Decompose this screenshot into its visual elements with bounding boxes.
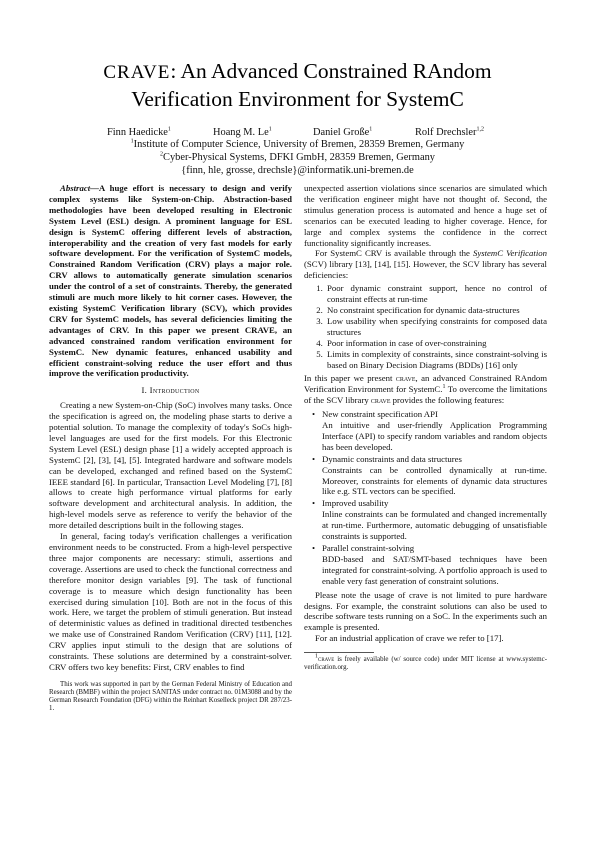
- author-affiliation-mark: 1: [268, 126, 272, 133]
- affiliation-text: Institute of Computer Science, University of Bremen, 28359 Bremen, Germany: [133, 139, 465, 150]
- title-brand: CRAVE: [103, 62, 171, 83]
- crave-name: crave: [395, 373, 416, 384]
- right-column: [304, 183, 547, 673]
- deficiency-item: 3. Low usability when specifying constraints for composed data structures: [325, 316, 547, 338]
- feature-title: Improved usability: [322, 498, 389, 509]
- feature-list: [304, 409, 547, 587]
- right-paragraph-3: [304, 373, 547, 406]
- affiliation-mark: 1: [130, 138, 134, 145]
- deficiency-list: [304, 283, 547, 370]
- abstract-text: —A huge effort is necessary to design and verify complex systems like System-on-Chip. Abstraction-based methodologies have been developed resulting in Electronic System Level (ESL) design. A prominent language for ESL design is SystemC offering different levels of abstraction, interoperability and the creation of very fast models for early software development. For the verification of SystemC models, Constrained Random Verification (CRV) plays a major role. CRV allows to automatically generate simulation scenarios under the control of a set of constraints. Thereby, the generated stimuli are much more likely to hit corner cases. However, the existing SystemC Verification library (SCV), which provides CRV for SystemC models, has several deficiencies limiting the advantages of CRV. In this paper we present CRAVE, an advanced constrained random verification environment for SystemC. New dynamic features, enhanced usability and efficient constraint-solving reduce the user effort and thus improve the verification productivity.: [49, 183, 292, 379]
- text-run: provides the following features:: [390, 395, 505, 406]
- deficiency-item: 5. Limits in complexity of constraints, since constraint-solving is based on Binary Decision Diagrams (BDDs) [16] only: [325, 349, 547, 371]
- feature-body: Constraints can be controlled dynamically at run-time. Moreover, constraints for elements of dynamic data structures like e.g. STL vectors can be specified.: [322, 464, 547, 497]
- author-affiliation-mark: 1,2: [476, 126, 484, 133]
- availability-footnote: [304, 653, 547, 672]
- author-name: Finn Haedicke: [107, 127, 168, 138]
- deficiency-item: 1. Poor dynamic constraint support, hence no control of constraint effects at run-time: [325, 283, 547, 305]
- author-emails: {finn, hle, grosse, drechsle}@informatik.uni-bremen.de: [181, 165, 414, 176]
- right-paragraph-4: Please note the usage of crave is not limited to pure hardware designs. For example, the constraint solutions can also be used to describe software tests running on a SoC. In the experiments such an example is presented.: [304, 589, 547, 633]
- footnote-mark: 1: [315, 653, 318, 660]
- feature-item: [312, 498, 547, 542]
- funding-footnote: This work was supported in part by the German Federal Ministry of Education and Research (BMBF) within the project SANITAS under contract no. 01M3088 and by the German Research Foundation (DFG) within the Reinhart Koselleck project DR 287/23-1.: [49, 680, 292, 713]
- author-affiliation-mark: 1: [369, 126, 373, 133]
- title-line1-rest: : An Advanced Constrained RAndom: [170, 59, 492, 83]
- bullet-icon: •: [312, 543, 316, 553]
- affiliation-1: [40, 138, 555, 151]
- bullet-icon: •: [312, 453, 316, 464]
- author-name: Rolf Drechsler: [415, 127, 477, 138]
- footnote-text: is freely available (w/ source code) under MIT license at www.systemc-verification.org.: [304, 656, 547, 672]
- author-name: Daniel Große: [313, 127, 370, 138]
- abstract-label: Abstract: [60, 183, 91, 193]
- section-heading: [49, 385, 292, 396]
- feature-item: [312, 543, 547, 587]
- feature-body: BDD-based and SAT/SMT-based techniques have been integrated for constraint-solving. A portfolio approach is used to enable very fast generation of constraint solutions.: [322, 553, 547, 586]
- affiliation-text: Cyber-Physical Systems, DFKI GmbH, 28359 Bremen, Germany: [163, 152, 435, 163]
- text-run: Constrained RAndom Verification Environment for SystemC.: [304, 373, 548, 395]
- section-number: I.: [141, 385, 148, 396]
- feature-body: An intuitive and user-friendly Application Programming Interface (API) to specify random variables and random objects has been developed.: [322, 420, 547, 452]
- author-name: Hoang M. Le: [213, 127, 269, 138]
- right-paragraph-5: For an industrial application of crave we refer to [17].: [315, 633, 504, 644]
- emphasis-text: SystemC Verification: [472, 248, 548, 259]
- feature-title: Parallel constraint-solving: [322, 543, 415, 553]
- feature-title: Dynamic constraints and data structures: [322, 453, 462, 464]
- right-paragraph-1: unexpected assertion violations since scenarios are simulated which the verification engineer might have not thought of. Second, the stimulus generation process is automated and hence a huge set of scenarios can be executed leading to higher coverage. Hence, for large and complex systems the confidence in the correct functionality significantly increases.: [304, 183, 547, 248]
- intro-paragraph-2: In general, facing today's verification challenges a verification environment needs to be constructed. From a high-level perspective three major components are necessary: stimuli, assertions and coverage. Assertions are used to check the functional correctness and therefore monitor design variables [9]. The task of functional coverage is to measure which design functionality has been exercised during simulation [10]. Both are not in the focus of this work. Here, we target the problem of stimuli generation. But instead of deterministic values as defined in traditional directed testbenches we make use of Constrained Random Verification (CRV) [11], [12]. CRV applies input stimuli to the design that are solutions of constraints. These solutions are determined by a constraint-solver. CRV offers two key benefits: First, CRV enables to find: [49, 531, 292, 672]
- author-affiliation-mark: 1: [167, 126, 171, 133]
- section-title: Introduction: [149, 385, 200, 396]
- left-column: [49, 183, 292, 714]
- crave-name: crave: [370, 395, 391, 406]
- affiliation-mark: 2: [160, 151, 164, 158]
- affiliation-2: [40, 151, 555, 164]
- footnote-mark: 1: [442, 384, 446, 391]
- crave-name: crave: [318, 656, 335, 664]
- abstract: [49, 183, 292, 379]
- feature-item: [312, 453, 547, 498]
- bullet-icon: •: [312, 409, 316, 420]
- text-run: In this paper we present: [304, 373, 396, 384]
- feature-title: New constraint specification API: [322, 409, 438, 420]
- right-paragraph-2: [304, 248, 547, 281]
- text-run: , an advanced: [415, 373, 470, 384]
- deficiency-item: 4. Poor information in case of over-constraining: [325, 338, 547, 349]
- paper-title: [40, 58, 555, 113]
- text-run: (SCV) library [13], [14], [15]. However, the SCV library has several deficiencies:: [304, 259, 547, 281]
- title-line-2: Verification Environment for SystemC: [131, 87, 464, 111]
- text-run: For SystemC CRV is available through the: [315, 248, 473, 259]
- bullet-icon: •: [312, 498, 316, 509]
- intro-paragraph-1: Creating a new System-on-Chip (SoC) involves many tasks. Once the specification is agreed on, the modeling phase starts to derive a potential solution. To manage the complexity of today's SoCs high-level languages are used for the first models. For this Electronic System Level (ESL) design phase [1] a widely accepted approach is SystemC [2], [3], [4], [5]. Integrated hardware and software models can be developed, exchanged and refined based on the SystemC IEEE standard [6]. In particular, Transaction Level Modeling [7], [8] allows to create high performance virtual platforms for early software development and architectural analysis. In addition, the high-level models serve as reference to verify the behavior of the more detailed descriptions built in the following stages.: [49, 400, 292, 531]
- title-line-1: [40, 58, 555, 86]
- feature-body: Inline constraints can be formulated and changed incrementally at run-time. Furthermore, automatic debugging of unsatisfiable constraints is supported.: [322, 509, 547, 542]
- deficiency-item: 2. No constraint specification for dynamic data-structures: [325, 305, 547, 316]
- feature-item: [312, 409, 547, 453]
- text-run: To overcome the limitations of the SCV library: [304, 384, 548, 406]
